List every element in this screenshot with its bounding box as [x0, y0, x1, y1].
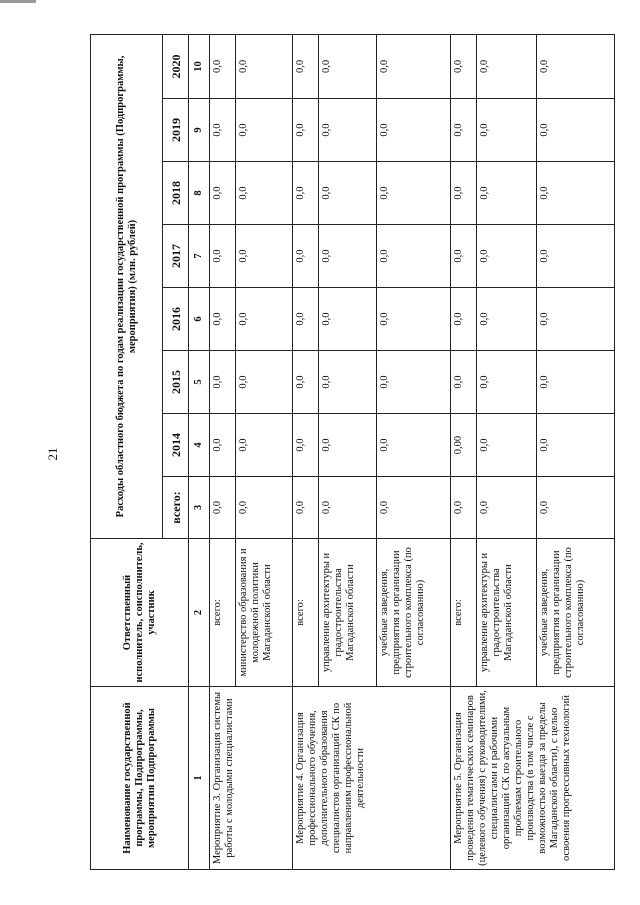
value-cell: 0,0 — [319, 288, 376, 351]
value-cell: 0,0 — [319, 225, 376, 288]
value-cell: 0,0 — [210, 477, 236, 539]
value-cell: 0,0 — [293, 225, 319, 288]
value-cell: 0,0 — [376, 162, 450, 225]
value-cell: 0,0 — [236, 225, 293, 288]
value-cell: 0,0 — [293, 288, 319, 351]
value-cell: 0,0 — [319, 99, 376, 162]
value-cell: 0,0 — [476, 225, 536, 288]
value-cell: 0,0 — [210, 162, 236, 225]
value-cell: 0,0 — [376, 225, 450, 288]
value-cell: 0,00 — [450, 414, 476, 477]
value-cell: 0,0 — [210, 34, 236, 98]
column-number: 1 — [189, 687, 210, 870]
measure-name: Мероприятие 4. Организация профессионального обучения, дополнительного образования специалистов организаций СК по направлениям профессиональной деятельности — [293, 687, 450, 870]
table-row — [293, 34, 319, 869]
value-cell: 0,0 — [376, 477, 450, 539]
header-year: 2015 — [163, 351, 189, 414]
executor-cell: всего: — [293, 539, 319, 687]
value-cell: 0,0 — [236, 34, 293, 98]
header-name: Наименование государственной программы, Подпрограммы, мероприятия Подпрограммы — [91, 687, 189, 870]
value-cell: 0,0 — [319, 477, 376, 539]
value-cell: 0,0 — [293, 414, 319, 477]
column-number: 5 — [189, 351, 210, 414]
value-cell: 0,0 — [450, 162, 476, 225]
value-cell: 0,0 — [450, 351, 476, 414]
rotated-table-container — [90, 35, 615, 870]
column-number: 7 — [189, 225, 210, 288]
value-cell: 0,0 — [293, 99, 319, 162]
executor-cell: учебные заведения, предприятия и организации строительного комплекса (по согласованию) — [536, 539, 614, 687]
value-cell: 0,0 — [476, 162, 536, 225]
value-cell: 0,0 — [236, 288, 293, 351]
column-number: 9 — [189, 99, 210, 162]
executor-cell: управление архитектуры и градостроительства Магаданской области — [319, 539, 376, 687]
value-cell: 0,0 — [536, 351, 614, 414]
header-year: 2018 — [163, 162, 189, 225]
value-cell: 0,0 — [536, 288, 614, 351]
header-year: 2014 — [163, 414, 189, 477]
value-cell: 0,0 — [376, 414, 450, 477]
header-year: 2017 — [163, 225, 189, 288]
value-cell: 0,0 — [210, 414, 236, 477]
header-total: всего: — [163, 477, 189, 539]
header-executor: Ответственный исполнитель, соисполнитель, участник — [91, 539, 189, 687]
value-cell: 0,0 — [376, 99, 450, 162]
value-cell: 0,0 — [210, 99, 236, 162]
value-cell: 0,0 — [293, 34, 319, 98]
value-cell: 0,0 — [293, 162, 319, 225]
header-year: 2016 — [163, 288, 189, 351]
value-cell: 0,0 — [450, 288, 476, 351]
value-cell: 0,0 — [476, 288, 536, 351]
executor-cell: всего: — [210, 539, 236, 687]
header-year: 2019 — [163, 99, 189, 162]
page-number: 21 — [45, 447, 60, 461]
value-cell: 0,0 — [450, 477, 476, 539]
value-cell: 0,0 — [376, 34, 450, 98]
value-cell: 0,0 — [536, 225, 614, 288]
table-row — [450, 34, 476, 869]
column-number: 8 — [189, 162, 210, 225]
value-cell: 0,0 — [210, 288, 236, 351]
value-cell: 0,0 — [293, 477, 319, 539]
value-cell: 0,0 — [236, 477, 293, 539]
value-cell: 0,0 — [319, 351, 376, 414]
value-cell: 0,0 — [210, 225, 236, 288]
value-cell: 0,0 — [536, 162, 614, 225]
value-cell: 0,0 — [450, 99, 476, 162]
value-cell: 0,0 — [476, 477, 536, 539]
value-cell: 0,0 — [476, 34, 536, 98]
value-cell: 0,0 — [536, 34, 614, 98]
executor-cell: министерство образования и молодежной политики Магаданской области — [236, 539, 293, 687]
table-row — [210, 34, 236, 869]
value-cell: 0,0 — [236, 99, 293, 162]
value-cell: 0,0 — [450, 34, 476, 98]
executor-cell: управление архитектуры и градостроительства Магаданской области — [476, 539, 536, 687]
executor-cell: учебные заведения, предприятия и организации строительного комплекса (по согласованию) — [376, 539, 450, 687]
value-cell: 0,0 — [319, 34, 376, 98]
executor-cell: всего: — [450, 539, 476, 687]
value-cell: 0,0 — [476, 351, 536, 414]
value-cell: 0,0 — [476, 414, 536, 477]
value-cell: 0,0 — [476, 99, 536, 162]
column-number: 4 — [189, 414, 210, 477]
value-cell: 0,0 — [293, 351, 319, 414]
measure-name: Мероприятие 3. Организация системы работы с молодыми специалистами — [210, 687, 293, 870]
value-cell: 0,0 — [319, 414, 376, 477]
value-cell: 0,0 — [536, 99, 614, 162]
value-cell: 0,0 — [450, 225, 476, 288]
value-cell: 0,0 — [236, 351, 293, 414]
value-cell: 0,0 — [236, 414, 293, 477]
column-number: 6 — [189, 288, 210, 351]
header-year: 2020 — [163, 34, 189, 98]
measure-name: Мероприятие 5. Организация проведения тематических семинаров (целевого обучения) с руководителями, специалистами и рабочими организаций СК по актуальным проблемам строительного производства (в том числе с возможностью выезда за пределы Магаданской области), с целью освоения прогрессивных технологий — [450, 687, 614, 870]
value-cell: 0,0 — [536, 477, 614, 539]
value-cell: 0,0 — [376, 288, 450, 351]
column-number: 3 — [189, 477, 210, 539]
value-cell: 0,0 — [376, 351, 450, 414]
value-cell: 0,0 — [236, 162, 293, 225]
value-cell: 0,0 — [210, 351, 236, 414]
column-number: 10 — [189, 34, 210, 98]
budget-table — [90, 34, 615, 870]
value-cell: 0,0 — [536, 414, 614, 477]
scan-edge-mark — [0, 0, 36, 3]
value-cell: 0,0 — [319, 162, 376, 225]
header-expenses: Расходы областного бюджета по годам реализации государственной программы (Подпрограммы, мероприятия) (млн. рублей) — [91, 34, 163, 538]
column-number: 2 — [189, 539, 210, 687]
